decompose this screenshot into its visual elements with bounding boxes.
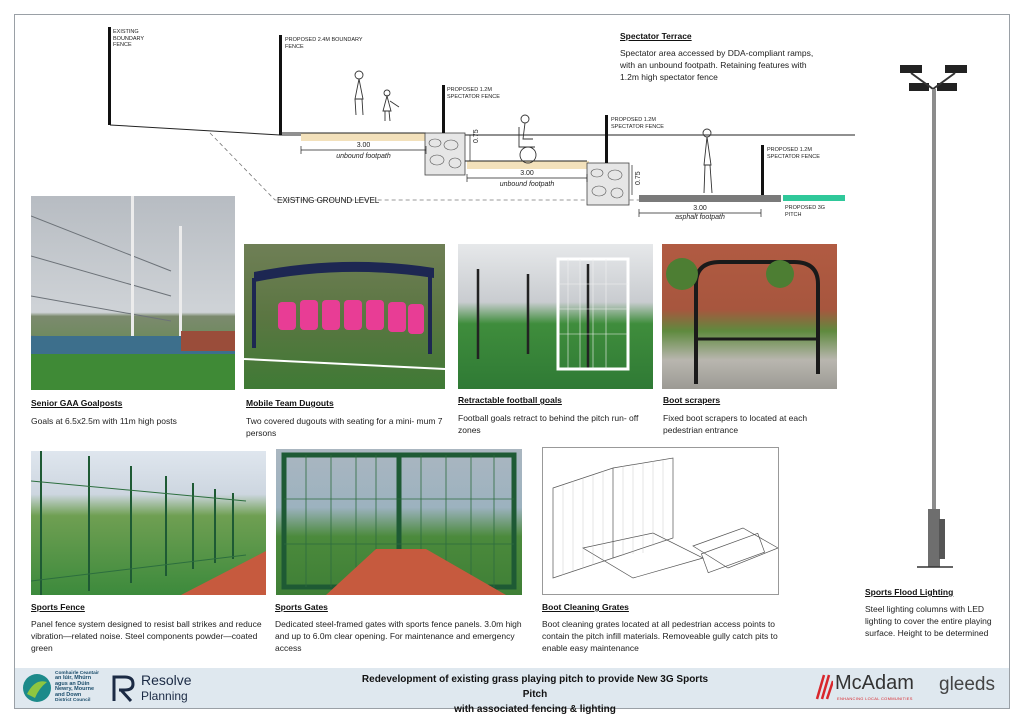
item-text-goalposts: Goals at 6.5x2.5m with 11m high posts: [31, 416, 177, 426]
resolve-subname: Planning: [141, 689, 188, 703]
terrace-title: Spectator Terrace: [620, 31, 692, 41]
flood-light-illustration: [895, 59, 975, 589]
dimension-2-text: unbound footpath: [499, 181, 555, 188]
label-existing-fence: EXISTING BOUNDARY FENCE: [113, 29, 144, 48]
item-text-retractable-goals: Football goals retract to behind the pitch run- off zones: [458, 413, 639, 435]
dimension-1-value: 3.00: [356, 142, 371, 149]
label-spectator-fence-3: PROPOSED 1.2M SPECTATOR FENCE: [767, 147, 820, 160]
resolve-name: Resolve: [141, 672, 192, 688]
mcadam-tagline: ENHANCING LOCAL COMMUNITIES: [837, 696, 913, 701]
item-title-boot-scrapers: Boot scrapers: [663, 395, 721, 405]
mcadam-logo-icon: [815, 673, 833, 701]
item-title-dugouts: Mobile Team Dugouts: [246, 398, 334, 408]
photo-retractable-goals: [458, 244, 653, 389]
illustration-boot-cleaning-grates: [542, 447, 779, 595]
item-text-boot-cleaning: Boot cleaning grates located at all pedestrian access points to contain the pitch infill materials. Removeable gully catch pits to enable easy maintenance: [542, 619, 778, 653]
item-text-sports-gates: Dedicated steel-framed gates with sports fence panels. 3.0m high and up to 6.0m clear opening. For maintenance and emergency access: [275, 619, 522, 653]
photo-team-dugouts: [244, 244, 445, 389]
council-logo-icon: [21, 672, 53, 704]
label-3g-pitch: PROPOSED 3G PITCH: [785, 205, 826, 218]
label-spectator-fence-2: PROPOSED 1.2M SPECTATOR FENCE: [611, 117, 664, 130]
item-title-sports-fence: Sports Fence: [31, 602, 85, 612]
resolve-logo-icon: [111, 673, 137, 703]
label-ground-level: EXISTING GROUND LEVEL: [277, 196, 380, 205]
dimension-3-value: 3.00: [693, 205, 707, 212]
photo-sports-gates: [276, 449, 522, 595]
item-title-flood-lighting: Sports Flood Lighting: [865, 587, 954, 597]
terrace-text: Spectator area accessed by DDA-compliant ramps, with an unbound footpath. Retaining features with 1.2m high spectator fence: [620, 48, 814, 82]
item-text-boot-scrapers: Fixed boot scrapers to located at each pedestrian entrance: [663, 413, 808, 435]
height-2: 0.75: [635, 171, 642, 185]
item-title-goalposts: Senior GAA Goalposts: [31, 398, 123, 408]
project-title: Redevelopment of existing grass playing pitch to provide New 3G Sports Pitch with associated fencing & lighting: [361, 674, 709, 715]
item-text-flood-lighting: Steel lighting columns with LED lighting to cover the entire playing surface. Height to be determined: [865, 604, 992, 638]
item-title-retractable-goals: Retractable football goals: [458, 395, 562, 405]
label-spectator-fence-1: PROPOSED 1.2M SPECTATOR FENCE: [447, 87, 500, 100]
height-1: 0.75: [473, 129, 480, 143]
title-block: [15, 668, 1009, 715]
item-text-sports-fence: Panel fence system designed to resist ball strikes and reduce vibration—related noise. Steel components powder—coated green: [31, 619, 262, 653]
drawing-sheet: [14, 14, 1010, 715]
item-title-sports-gates: Sports Gates: [275, 602, 328, 612]
dimension-3-text: asphalt footpath: [675, 214, 725, 221]
photo-boot-scrapers: [662, 244, 837, 389]
item-title-boot-cleaning: Boot Cleaning Grates: [542, 602, 629, 612]
photo-sports-fence: [31, 451, 266, 595]
gleeds-name: gleeds: [939, 674, 995, 695]
label-proposed-boundary: PROPOSED 2.4M BOUNDARY FENCE: [285, 37, 363, 50]
photo-gaa-goalposts: [31, 196, 235, 390]
dimension-1-text: unbound footpath: [336, 153, 391, 160]
dimension-2-value: 3.00: [520, 170, 534, 177]
item-text-dugouts: Two covered dugouts with seating for a mini- mum 7 persons: [246, 416, 443, 438]
mcadam-name: McAdam: [835, 672, 914, 694]
council-name: Comhairle Ceantair an Iúir, Mhúrn agus an Dúin Newry, Mourne and Down District Council: [55, 671, 99, 704]
